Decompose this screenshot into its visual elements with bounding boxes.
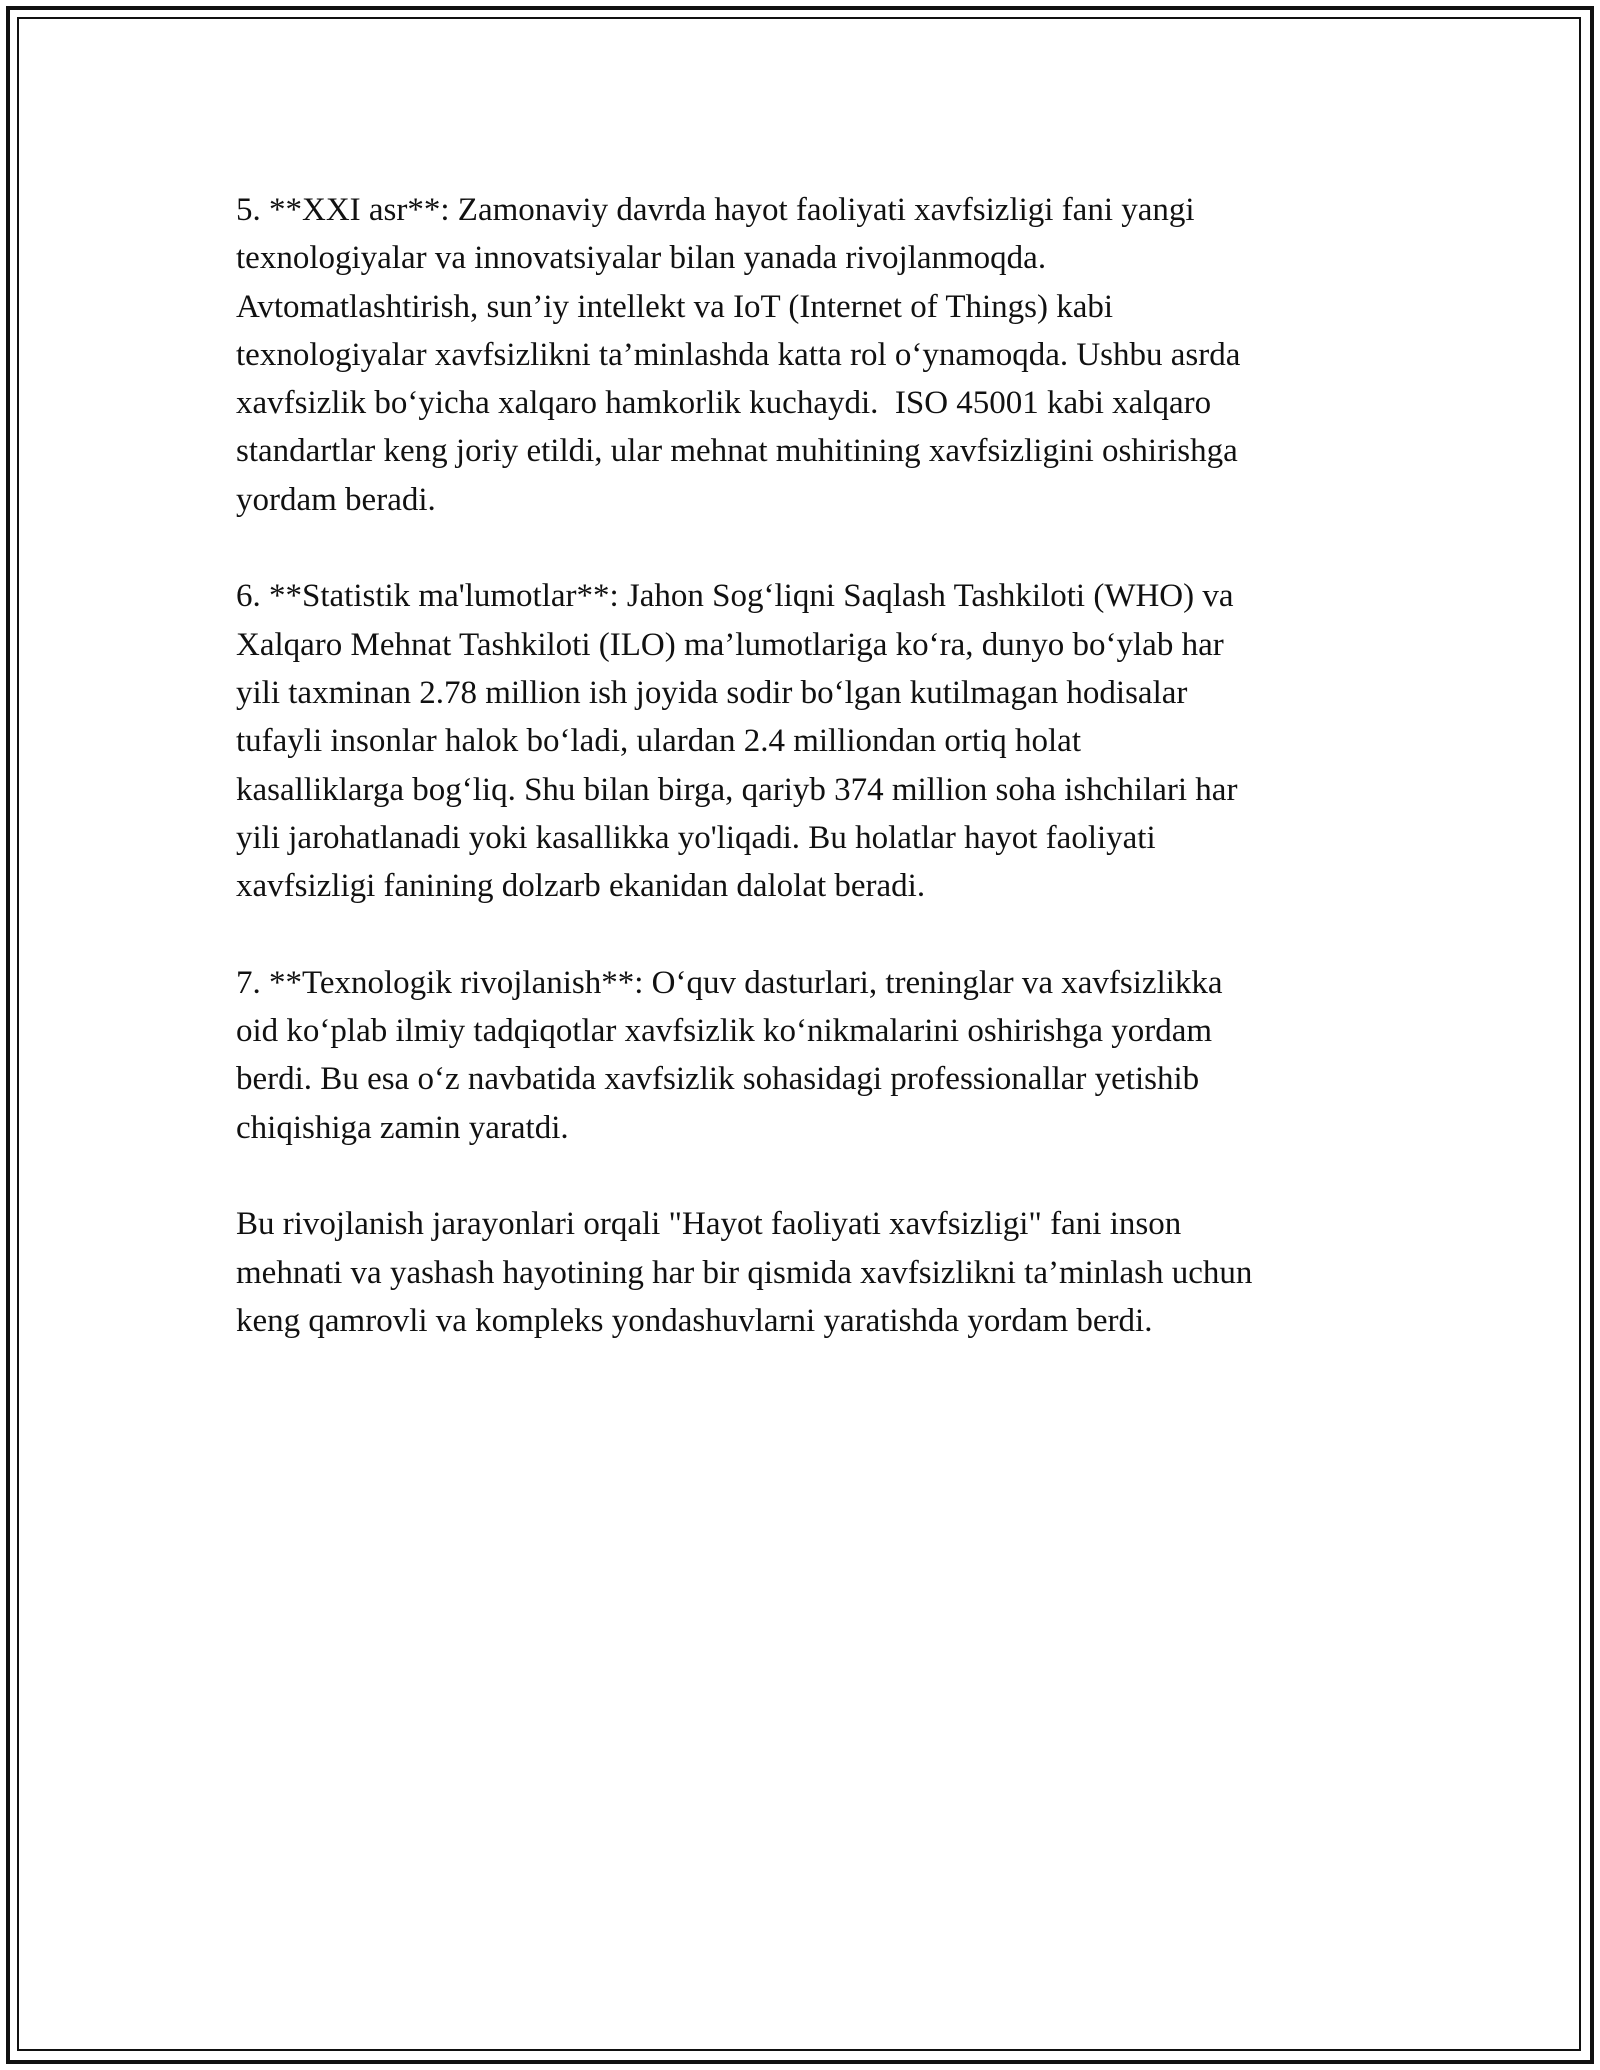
text-line: xavfsizlik bo‘yicha xalqaro hamkorlik kuchaydi. ISO 45001 kabi xalqaro [236, 385, 1212, 422]
paragraph-conclusion [236, 1200, 1376, 1345]
text-line: oid ko‘plab ilmiy tadqiqotlar xavfsizlik ko‘nikmalarini oshirishga yordam [236, 1013, 1213, 1050]
text-line: 6. **Statistik ma'lumotlar**: Jahon Sog‘liqni Saqlash Tashkiloti (WHO) va [236, 578, 1234, 615]
text-line: 5. **XXI asr**: Zamonaviy davrda hayot faoliyati xavfsizligi fani yangi [236, 192, 1195, 228]
text-line: Bu rivojlanish jarayonlari orqali "Hayot faoliyati xavfsizligi" fani inson [236, 1206, 1182, 1243]
text-line: Avtomatlashtirish, sun’iy intellekt va IoT (Internet of Things) kabi [236, 288, 1114, 325]
paragraph-statistik-malumotlar [236, 572, 1376, 910]
text-line: texnologiyalar xavfsizlikni ta’minlashda katta rol o‘ynamoqda. Ushbu asrda [236, 336, 1241, 373]
text-line: keng qamrovli va kompleks yondashuvlarni yaratishda yordam berdi. [236, 1302, 1153, 1339]
text-line: berdi. Bu esa o‘z navbatida xavfsizlik sohasidagi professionallar yetishib [236, 1061, 1200, 1098]
text-line: kasalliklarga bog‘liq. Shu bilan birga, qariyb 374 million soha ishchilari har [236, 771, 1238, 808]
text-line: yordam beradi. [236, 481, 436, 518]
paragraph-texnologik-rivojlanish [236, 959, 1376, 1152]
text-line: standartlar keng joriy etildi, ular mehnat muhitining xavfsizligini oshirishga [236, 433, 1238, 470]
text-line: mehnati va yashash hayotining har bir qismida xavfsizlikni ta’minlash uchun [236, 1254, 1253, 1291]
text-line: texnologiyalar va innovatsiyalar bilan yanada rivojlanmoqda. [236, 240, 1047, 277]
paragraph-xxi-asr [236, 186, 1376, 524]
text-line: Xalqaro Mehnat Tashkiloti (ILO) ma’lumotlariga ko‘ra, dunyo bo‘ylab har [236, 626, 1224, 663]
text-line: tufayli insonlar halok bo‘ladi, ulardan 2.4 milliondan ortiq holat [236, 723, 1081, 760]
document-body [236, 186, 1376, 1393]
text-line: xavfsizligi fanining dolzarb ekanidan dalolat beradi. [236, 868, 926, 905]
text-line: yili taxminan 2.78 million ish joyida sodir bo‘lgan kutilmagan hodisalar [236, 674, 1188, 711]
text-line: chiqishiga zamin yaratdi. [236, 1109, 569, 1146]
text-line: yili jarohatlanadi yoki kasallikka yo'liqadi. Bu holatlar hayot faoliyati [236, 819, 1156, 856]
text-line: 7. **Texnologik rivojlanish**: O‘quv dasturlari, treninglar va xavfsizlikka [236, 964, 1223, 1001]
